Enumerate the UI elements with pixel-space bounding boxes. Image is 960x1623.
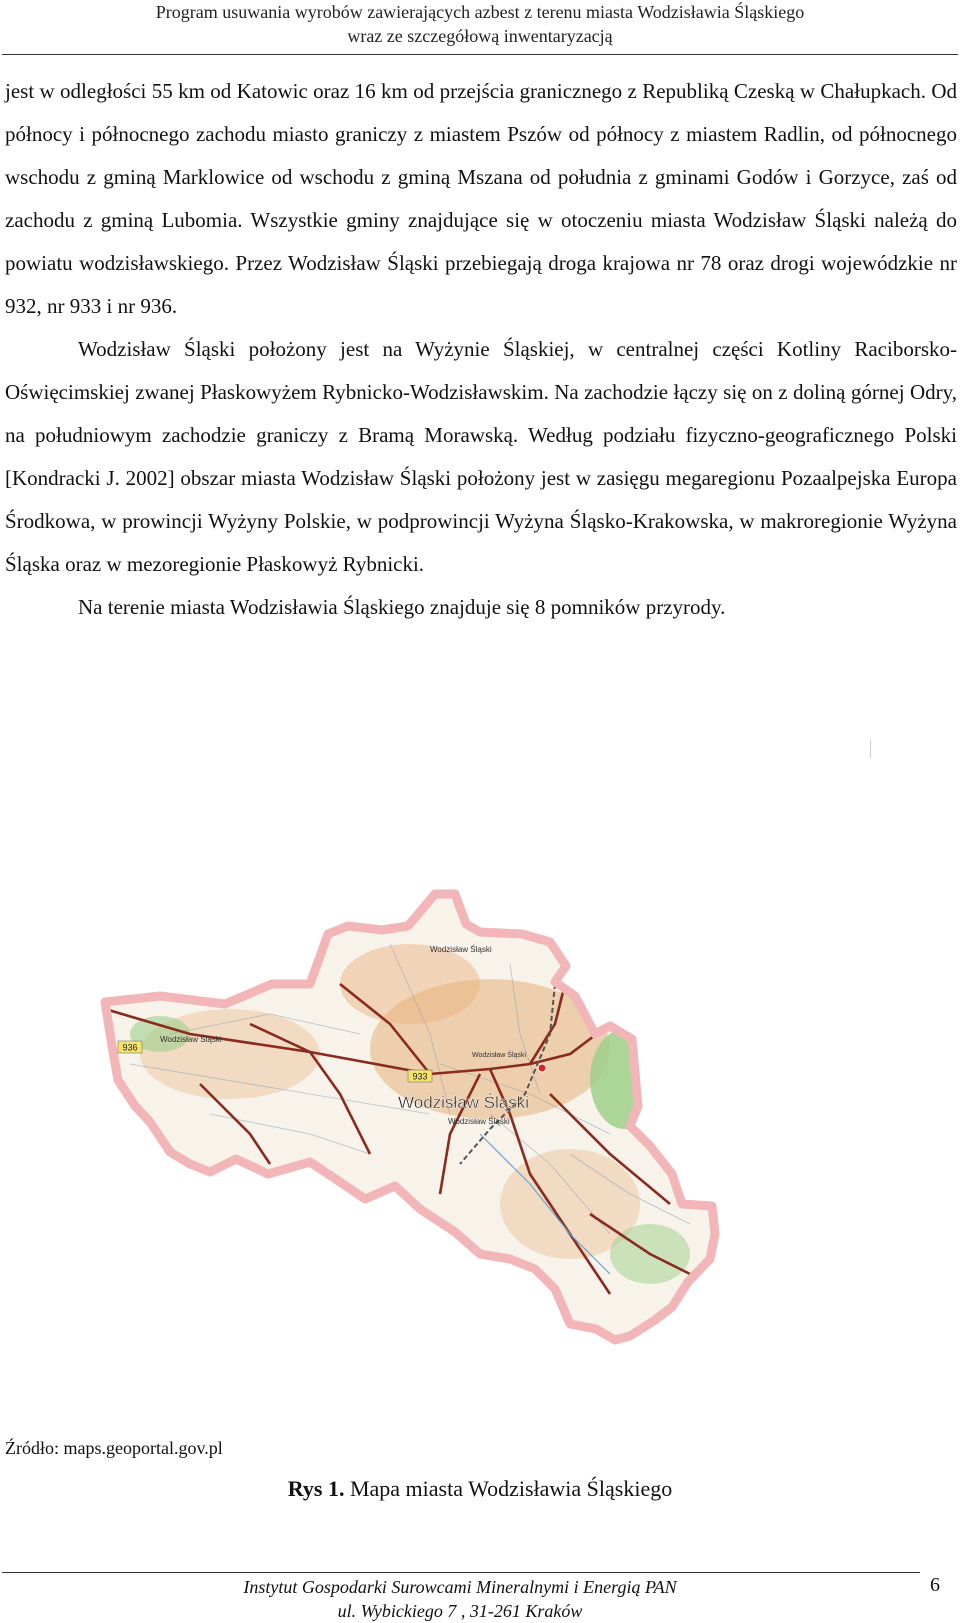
- header-divider: [2, 54, 958, 55]
- city-area: [105, 894, 715, 1340]
- map-label-small: Wodzisław Śląski: [160, 1035, 222, 1044]
- header-title-line2: wraz ze szczegółową inwentaryzacją: [347, 26, 613, 46]
- figure-caption: [0, 1476, 960, 1502]
- paragraph-nature-monuments: Na terenie miasta Wodzisławia Śląskiego znajduje się 8 pomników przyrody.: [78, 595, 726, 619]
- road-badge-933: [408, 1070, 432, 1082]
- footer-address: ul. Wybickiego 7 , 31-261 Kraków: [337, 1601, 583, 1621]
- paragraph-location: jest w odległości 55 km od Katowic oraz 16 km od przejścia granicznego z Republiką Czeską w Chałupkach. Od północy i północnego zachodu miasto graniczy z miastem Pszów od północy z miastem Radlin, od północnego wschodu z gminą Marklowice od wschodu z gminą Mszana od południa z gminami Godów i Gorzyce, zaś od zachodu z gminą Lubomia. Wszystkie gminy znajdujące się w otoczeniu miasta Wodzisław Śląski należą do powiatu wodzisławskiego. Przez Wodzisław Śląski przebiegają droga krajowa nr 78 oraz drogi wojewódzkie nr 932, nr 933 i nr 936.: [5, 79, 957, 318]
- page-footer: [0, 1575, 920, 1623]
- map-edge-mark: [870, 740, 871, 758]
- document-body: [5, 70, 957, 629]
- svg-text:936: 936: [122, 1042, 138, 1053]
- built-up-area: [340, 944, 480, 1024]
- map-label-small: Wodzisław Śląski: [430, 945, 492, 954]
- footer-divider: [2, 1572, 920, 1573]
- figure-caption-text: Mapa miasta Wodzisławia Śląskiego: [344, 1476, 673, 1501]
- map-label-small: Wodzisław Śląski: [448, 1117, 510, 1126]
- header-title-line1: Program usuwania wyrobów zawierających azbest z terenu miasta Wodzisławia Śląskiego: [155, 2, 805, 22]
- road-badge-936: [118, 1041, 142, 1053]
- page-number: 6: [930, 1574, 940, 1596]
- city-map: [10, 734, 870, 1414]
- map-city-label: Wodzisław Śląski: [398, 1093, 530, 1112]
- figure-caption-number: Rys 1.: [287, 1476, 345, 1501]
- page-header: [0, 0, 960, 48]
- footer-institution: Instytut Gospodarki Surowcami Mineralnymi i Energią PAN: [243, 1577, 677, 1597]
- figure-source: Źródło: maps.geoportal.gov.pl: [5, 1438, 223, 1458]
- forest-area: [590, 1029, 660, 1129]
- city-center-marker: [538, 1064, 546, 1072]
- svg-text:933: 933: [412, 1071, 428, 1082]
- map-label-small: Wodzisław Śląski: [472, 1052, 526, 1059]
- paragraph-geography: Wodzisław Śląski położony jest na Wyżynie Śląskiej, w centralnej części Kotliny Raciborsko-Oświęcimskiej zwanej Płaskowyżem Rybnicko-Wodzisławskim. Na zachodzie łączy się on z doliną górnej Odry, na południowym zachodzie graniczy z Bramą Morawską. Według podziału fizyczno-geograficznego Polski [Kondracki J. 2002] obszar miasta Wodzisław Śląski położony jest w zasięgu megaregionu Pozaalpejska Europa Środkowa, w prowincji Wyżyny Polskie, w podprowincji Wyżyna Śląsko-Krakowska, w makroregionie Wyżyna Śląska oraz w mezoregionie Płaskowyż Rybnicki.: [5, 337, 957, 576]
